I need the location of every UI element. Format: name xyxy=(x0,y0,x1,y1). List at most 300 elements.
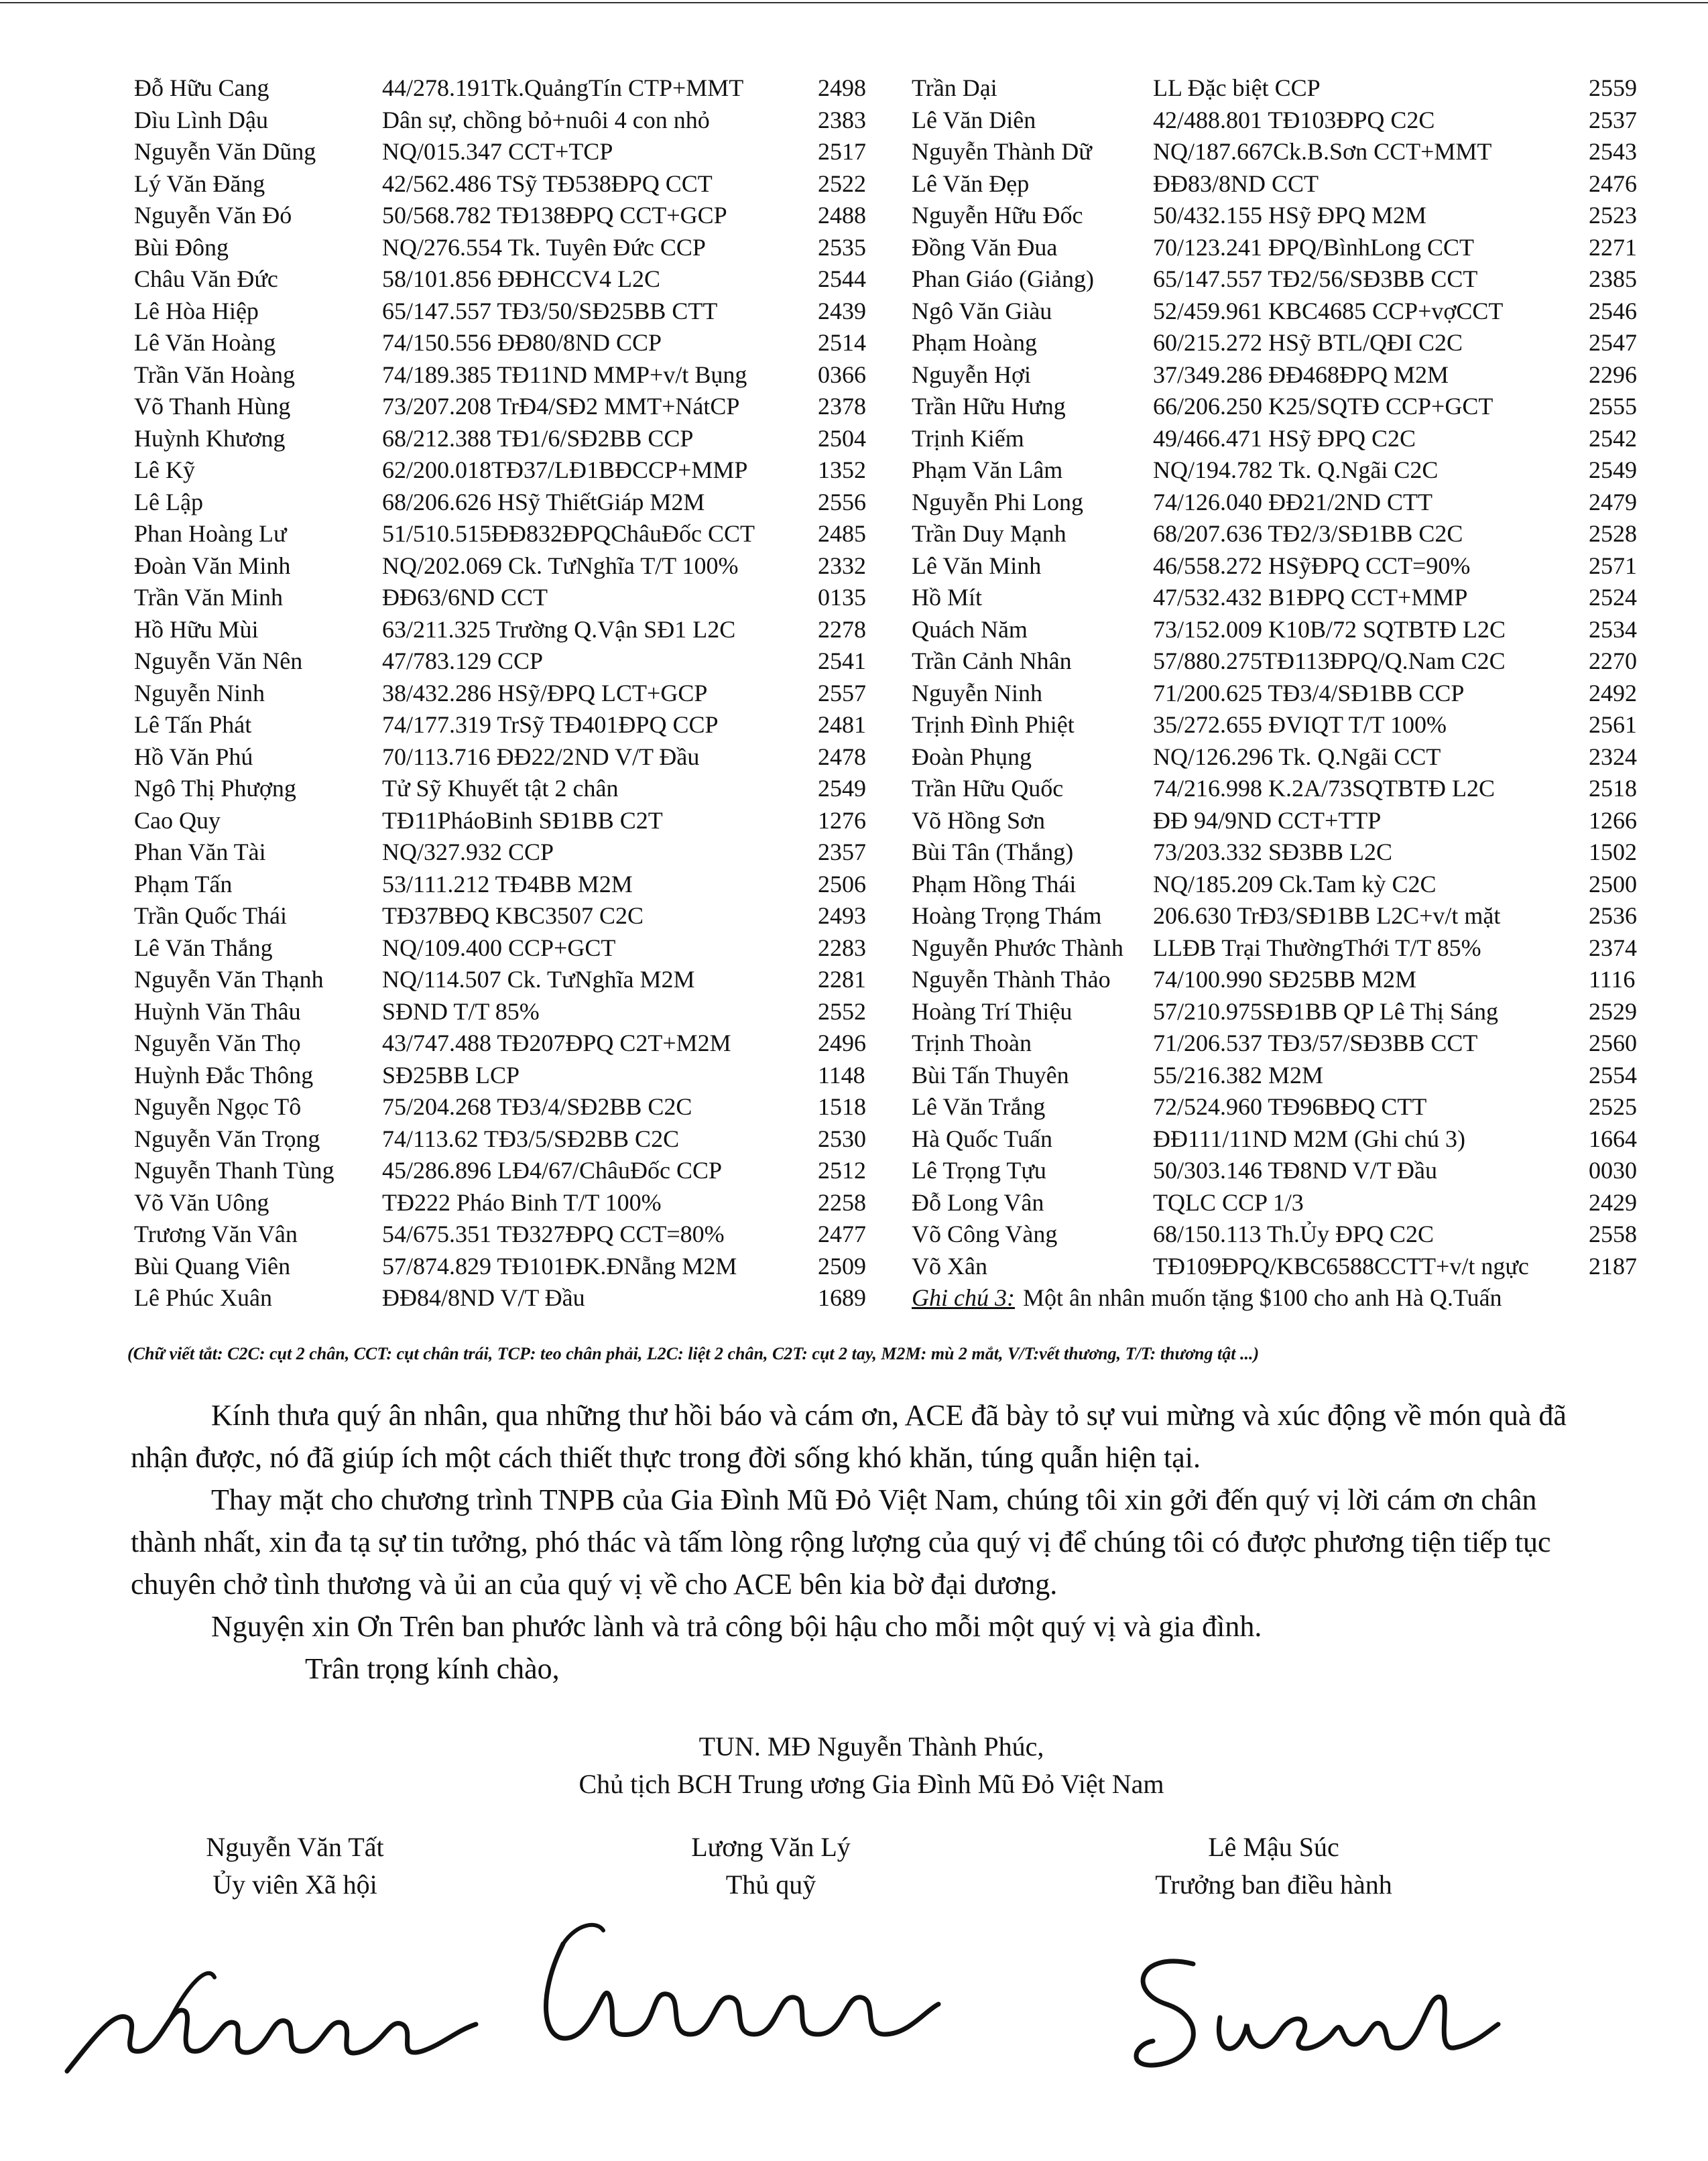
roster-name: Lê Lập xyxy=(134,488,203,515)
roster-name: Đồng Văn Đua xyxy=(912,233,1058,261)
roster-info: 49/466.471 HSỹ ĐPQ C2C xyxy=(1153,424,1416,452)
roster-row xyxy=(134,1219,898,1251)
roster-code: 2571 xyxy=(1589,552,1637,579)
roster-row xyxy=(912,1187,1662,1219)
roster-code: 1664 xyxy=(1589,1125,1637,1152)
roster-row xyxy=(912,454,1662,487)
roster-code: 2496 xyxy=(818,1030,866,1056)
roster-name: Nguyễn Văn Thạnh xyxy=(134,966,324,993)
roster-info: 74/189.385 TĐ11ND MMP+v/t Bụng xyxy=(382,361,747,388)
roster-code: 1148 xyxy=(818,1061,865,1089)
roster-name: Hoàng Trí Thiệu xyxy=(912,997,1073,1025)
roster-name: Võ Thanh Hùng xyxy=(134,393,291,420)
roster-code: 2534 xyxy=(1589,615,1637,643)
roster-info: 60/215.272 HSỹ BTL/QĐI C2C xyxy=(1153,329,1463,356)
roster-row xyxy=(134,1282,898,1314)
roster-name: Nguyễn Phước Thành xyxy=(912,934,1123,961)
roster-row xyxy=(134,105,898,137)
roster-row xyxy=(134,391,898,423)
roster-name: Nguyễn Phi Long xyxy=(912,488,1083,515)
roster-name: Đoàn Phụng xyxy=(912,743,1032,770)
roster-code: 2555 xyxy=(1589,393,1637,420)
roster-info: TĐ37BĐQ KBC3507 C2C xyxy=(382,902,644,929)
roster-info: 51/510.515ĐĐ832ĐPQChâuĐốc CCT xyxy=(382,520,755,547)
roster-code: 2512 xyxy=(818,1157,866,1184)
roster-info: 62/200.018TĐ37/LĐ1BĐCCP+MMP xyxy=(382,456,748,483)
roster-info: 70/113.716 ĐĐ22/2ND V/T Đầu xyxy=(382,743,700,770)
roster-code: 2485 xyxy=(818,520,866,547)
roster-info: 50/432.155 HSỹ ĐPQ M2M xyxy=(1153,202,1427,229)
roster-code: 2270 xyxy=(1589,647,1637,674)
roster-code: 2374 xyxy=(1589,934,1637,961)
roster-name: Võ Văn Uông xyxy=(134,1188,269,1216)
roster-info: 46/558.272 HSỹĐPQ CCT=90% xyxy=(1153,552,1471,579)
roster-info: NQ/187.667Ck.B.Sơn CCT+MMT xyxy=(1153,138,1492,165)
roster-code: 2528 xyxy=(1589,520,1637,547)
roster-name: Nguyễn Hữu Đốc xyxy=(912,202,1083,229)
roster-row xyxy=(912,932,1662,965)
roster-info: TĐ222 Pháo Binh T/T 100% xyxy=(382,1188,662,1216)
roster-info: 43/747.488 TĐ207ĐPQ C2T+M2M xyxy=(382,1030,731,1056)
roster-info: 70/123.241 ĐPQ/BìnhLong CCT xyxy=(1153,233,1475,261)
roster-row xyxy=(912,678,1662,710)
roster-row xyxy=(134,518,898,550)
roster-row xyxy=(912,741,1662,774)
roster-row xyxy=(912,1123,1662,1156)
roster-info: 74/216.998 K.2A/73SQTBTĐ L2C xyxy=(1153,775,1496,802)
roster-name: Võ Công Vàng xyxy=(912,1221,1058,1247)
roster-name: Nguyễn Văn Thọ xyxy=(134,1030,301,1056)
roster-code: 2549 xyxy=(818,775,866,802)
roster-row xyxy=(134,582,898,614)
roster-name: Lý Văn Đăng xyxy=(134,170,265,197)
roster-row xyxy=(912,1219,1662,1251)
roster-row xyxy=(912,645,1662,678)
roster-name: Lê Văn Trắng xyxy=(912,1093,1046,1120)
roster-row xyxy=(134,168,898,200)
roster-code: 2542 xyxy=(1589,424,1637,452)
roster-row xyxy=(912,773,1662,805)
roster-info: NQ/185.209 Ck.Tam kỳ C2C xyxy=(1153,870,1437,898)
roster-info: 206.630 TrĐ3/SĐ1BB L2C+v/t mặt xyxy=(1153,902,1501,929)
roster-code: 2517 xyxy=(818,138,866,165)
top-rule xyxy=(0,2,1708,3)
roster-name: Trần Duy Mạnh xyxy=(912,520,1066,547)
roster-code: 1266 xyxy=(1589,806,1637,834)
roster-row xyxy=(912,1155,1662,1187)
roster-row xyxy=(134,1091,898,1123)
roster-name: Phạm Tấn xyxy=(134,870,233,898)
roster-name: Trần Hữu Hưng xyxy=(912,393,1066,420)
roster-info: Dân sự, chồng bỏ+nuôi 4 con nhỏ xyxy=(382,106,710,133)
roster-info: 74/100.990 SĐ25BB M2M xyxy=(1153,966,1417,993)
roster-code: 2488 xyxy=(818,202,866,229)
roster-name: Nguyễn Văn Dũng xyxy=(134,138,316,165)
roster-row xyxy=(912,391,1662,423)
roster-name: Nguyễn Thành Dữ xyxy=(912,138,1092,165)
letter-body xyxy=(131,1394,1605,1690)
roster-row xyxy=(912,487,1662,519)
roster-name: Huỳnh Đắc Thông xyxy=(134,1061,314,1089)
roster-code: 2476 xyxy=(1589,170,1637,197)
roster-info: NQ/276.554 Tk. Tuyên Đức CCP xyxy=(382,233,706,261)
roster-row xyxy=(134,423,898,455)
roster-code: 1276 xyxy=(818,806,866,834)
roster-name: Trần Văn Minh xyxy=(134,584,284,611)
roster-name: Hà Quốc Tuấn xyxy=(912,1125,1053,1152)
roster-info: 68/212.388 TĐ1/6/SĐ2BB CCP xyxy=(382,424,694,452)
roster-info: 58/101.856 ĐĐHCCV4 L2C xyxy=(382,265,661,292)
roster-row xyxy=(912,263,1662,296)
roster-info: ĐĐ83/8ND CCT xyxy=(1153,170,1319,197)
roster-code: 2544 xyxy=(818,265,866,292)
roster-name: Lê Phúc Xuân xyxy=(134,1284,272,1311)
roster-info: NQ/202.069 Ck. TưNghĩa T/T 100% xyxy=(382,552,739,579)
roster-right-column xyxy=(912,72,1662,1314)
roster-name: Phạm Hoàng xyxy=(912,329,1037,356)
roster-info: 65/147.557 TĐ3/50/SĐ25BB CTT xyxy=(382,297,718,324)
roster-row xyxy=(134,869,898,901)
roster-code: 2429 xyxy=(1589,1188,1637,1216)
roster-info: 44/278.191Tk.QuảngTín CTP+MMT xyxy=(382,74,744,101)
roster-name: Trịnh Thoàn xyxy=(912,1030,1032,1056)
roster-code: 2560 xyxy=(1589,1030,1637,1056)
roster-info: 50/568.782 TĐ138ĐPQ CCT+GCP xyxy=(382,202,727,229)
chair-name: TUN. MĐ Nguyễn Thành Phúc, xyxy=(698,1731,1044,1762)
signatory-1-name: Nguyễn Văn Tất xyxy=(206,1832,384,1862)
roster-info: NQ/109.400 CCP+GCT xyxy=(382,934,616,961)
roster-name: Bùi Đông xyxy=(134,233,229,261)
roster-row xyxy=(912,805,1662,837)
roster-info: LL Đặc biệt CCP xyxy=(1153,74,1321,101)
roster-name: Lê Văn Diên xyxy=(912,106,1036,133)
roster-name: Lê Kỹ xyxy=(134,456,195,483)
roster-name: Phạm Hồng Thái xyxy=(912,870,1077,898)
roster-info: 75/204.268 TĐ3/4/SĐ2BB C2C xyxy=(382,1093,692,1120)
roster-code: 2518 xyxy=(1589,775,1637,802)
roster-info: 45/286.896 LĐ4/67/ChâuĐốc CCP xyxy=(382,1157,723,1184)
signatory-3-title: Trưởng ban điều hành xyxy=(1155,1869,1392,1900)
roster-name: Hồ Văn Phú xyxy=(134,743,253,770)
roster-name: Võ Hồng Sơn xyxy=(912,806,1046,834)
roster-code: 2523 xyxy=(1589,202,1637,229)
signatory-1 xyxy=(107,1829,483,1904)
roster-name: Quách Năm xyxy=(912,615,1028,643)
roster-info: 35/272.655 ĐVIQT T/T 100% xyxy=(1153,711,1447,738)
letter-paragraph-2: Thay mặt cho chương trình TNPB của Gia Đình Mũ Đỏ Việt Nam, chúng tôi xin gởi đến quý vị lời cám ơn chân thành nhất, xin đa tạ sự tin tưởng, phó thác và tấm lòng rộng lượng của quý vị để chúng tôi có được phương tiện tiếp tục chuyên chở tình thương và ủi an của quý vị về cho ACE bên kia bờ đại dương. xyxy=(131,1483,1551,1601)
roster-name: Bùi Tân (Thắng) xyxy=(912,839,1074,865)
abbreviation-legend: (Chữ viết tắt: C2C: cụt 2 chân, CCT: cụt chân trái, TCP: teo chân phải, L2C: liệt 2 chân, C2T: cụt 2 tay, M2M: mù 2 mắt, V/T:vết thương, T/T: thương tật ...) xyxy=(127,1344,1260,1363)
roster-name: Nguyễn Hợi xyxy=(912,361,1032,388)
roster-code: 2552 xyxy=(818,997,866,1025)
roster-row xyxy=(134,709,898,741)
roster-row xyxy=(134,1028,898,1060)
roster-code: 2529 xyxy=(1589,997,1637,1025)
chair-title: Chủ tịch BCH Trung ương Gia Đình Mũ Đỏ Việt Nam xyxy=(578,1769,1164,1799)
roster-row xyxy=(134,1251,898,1283)
roster-code: 2546 xyxy=(1589,297,1637,324)
roster-row xyxy=(912,837,1662,869)
roster-row xyxy=(912,518,1662,550)
roster-row xyxy=(912,105,1662,137)
note-label: Ghi chú 3: xyxy=(912,1284,1015,1311)
roster-row xyxy=(134,359,898,391)
roster-name: Nguyễn Văn Đó xyxy=(134,202,292,229)
roster-code: 2481 xyxy=(818,711,866,738)
roster-code: 2514 xyxy=(818,329,866,356)
roster-code: 2535 xyxy=(818,233,866,261)
roster-code: 2543 xyxy=(1589,138,1637,165)
roster-code: 2530 xyxy=(818,1125,866,1152)
roster-info: 71/200.625 TĐ3/4/SĐ1BB CCP xyxy=(1153,679,1465,706)
roster-info: 47/532.432 B1ĐPQ CCT+MMP xyxy=(1153,584,1468,611)
roster-info: TĐ109ĐPQ/KBC6588CCTT+v/t ngực xyxy=(1153,1252,1529,1280)
roster-name: Ngô Thị Phượng xyxy=(134,775,296,802)
roster-code: 2509 xyxy=(818,1252,866,1280)
roster-code: 2525 xyxy=(1589,1093,1637,1120)
roster-name: Trần Dại xyxy=(912,74,997,101)
roster-row xyxy=(134,1060,898,1092)
roster-row xyxy=(912,168,1662,200)
roster-row xyxy=(134,72,898,105)
roster-name: Trần Quốc Thái xyxy=(134,902,287,929)
roster-info: 38/432.286 HSỹ/ĐPQ LCT+GCP xyxy=(382,679,708,706)
roster-row xyxy=(912,582,1662,614)
roster-code: 2556 xyxy=(818,488,866,515)
roster-info: 68/206.626 HSỹ ThiếtGiáp M2M xyxy=(382,488,705,515)
roster-name: Lê Văn Minh xyxy=(912,552,1042,579)
roster-row xyxy=(912,614,1662,646)
roster-info: 73/152.009 K10B/72 SQTBTĐ L2C xyxy=(1153,615,1506,643)
roster-name: Lê Trọng Tựu xyxy=(912,1157,1046,1184)
roster-row xyxy=(134,136,898,168)
roster-name: Nguyễn Ngọc Tô xyxy=(134,1093,302,1120)
roster-code: 2278 xyxy=(818,615,866,643)
roster-code: 2271 xyxy=(1589,233,1637,261)
roster-row xyxy=(134,614,898,646)
roster-code: 2478 xyxy=(818,743,866,770)
roster-code: 0030 xyxy=(1589,1157,1637,1184)
roster-info: 50/303.146 TĐ8ND V/T Đầu xyxy=(1153,1157,1438,1184)
roster-info: 54/675.351 TĐ327ĐPQ CCT=80% xyxy=(382,1221,725,1247)
roster-row xyxy=(912,964,1662,996)
roster-info: NQ/126.296 Tk. Q.Ngãi CCT xyxy=(1153,743,1441,770)
roster-row xyxy=(134,232,898,264)
roster-row xyxy=(134,1155,898,1187)
roster-info: 63/211.325 Trường Q.Vận SĐ1 L2C xyxy=(382,615,736,643)
roster-code: 2537 xyxy=(1589,106,1637,133)
roster-info: 42/562.486 TSỹ TĐ538ĐPQ CCT xyxy=(382,170,713,197)
roster-name: Dìu Lình Dậu xyxy=(134,106,268,133)
roster-code: 0366 xyxy=(818,361,866,388)
roster-name: Nguyễn Văn Nên xyxy=(134,647,303,674)
roster-info: 68/207.636 TĐ2/3/SĐ1BB C2C xyxy=(1153,520,1463,547)
roster-row xyxy=(912,996,1662,1028)
roster-code: 2479 xyxy=(1589,488,1637,515)
roster-row xyxy=(134,996,898,1028)
roster-info: 73/203.332 SĐ3BB L2C xyxy=(1153,839,1393,865)
roster-info: 57/880.275TĐ113ĐPQ/Q.Nam C2C xyxy=(1153,647,1506,674)
roster-code: 2541 xyxy=(818,647,866,674)
roster-name: Đỗ Hữu Cang xyxy=(134,74,269,101)
roster-code: 1352 xyxy=(818,456,866,483)
roster-code: 2332 xyxy=(818,552,866,579)
roster-name: Đoàn Văn Minh xyxy=(134,552,291,579)
roster-code: 2493 xyxy=(818,902,866,929)
roster-row xyxy=(912,550,1662,582)
roster-row xyxy=(134,263,898,296)
roster-row xyxy=(134,741,898,774)
note-text: Một ân nhân muốn tặng $100 cho anh Hà Q.Tuấn xyxy=(1022,1284,1502,1311)
roster-code: 1502 xyxy=(1589,839,1637,865)
roster-name: Hồ Hữu Mùi xyxy=(134,615,259,643)
roster-info: 73/207.208 TrĐ4/SĐ2 MMT+NátCP xyxy=(382,393,740,420)
roster-info: 57/874.829 TĐ101ĐK.ĐNẵng M2M xyxy=(382,1252,737,1280)
signatory-3 xyxy=(1073,1829,1475,1904)
roster-code: 2522 xyxy=(818,170,866,197)
signature-3 xyxy=(1113,1930,1502,2085)
roster-code: 2296 xyxy=(1589,361,1637,388)
roster-info: 66/206.250 K25/SQTĐ CCP+GCT xyxy=(1153,393,1493,420)
roster-code: 2383 xyxy=(818,106,866,133)
roster-code: 2439 xyxy=(818,297,866,324)
roster-name: Hồ Mít xyxy=(912,584,983,611)
signatory-3-name: Lê Mậu Súc xyxy=(1208,1832,1339,1862)
roster-info: 55/216.382 M2M xyxy=(1153,1061,1324,1089)
roster-row xyxy=(912,136,1662,168)
roster-name: Nguyễn Ninh xyxy=(134,679,265,706)
roster-info: 72/524.960 TĐ96BĐQ CTT xyxy=(1153,1093,1427,1120)
roster-row xyxy=(134,296,898,328)
roster-name: Lê Tấn Phát xyxy=(134,711,252,738)
roster-info: 57/210.975SĐ1BB QP Lê Thị Sáng xyxy=(1153,997,1499,1025)
roster-row xyxy=(912,1091,1662,1123)
roster-code: 2258 xyxy=(818,1188,866,1216)
roster-code: 2561 xyxy=(1589,711,1637,738)
signatory-2-title: Thủ quỹ xyxy=(725,1869,816,1900)
roster-code: 1518 xyxy=(818,1093,866,1120)
roster-code: 2557 xyxy=(818,679,866,706)
roster-name: Võ Xân xyxy=(912,1252,987,1280)
roster-name: Trần Hữu Quốc xyxy=(912,775,1064,802)
roster-info: TĐ11PháoBinh SĐ1BB C2T xyxy=(382,806,663,834)
roster-info: NQ/194.782 Tk. Q.Ngãi C2C xyxy=(1153,456,1439,483)
roster-name: Huỳnh Khương xyxy=(134,424,286,452)
roster-code: 0135 xyxy=(818,584,866,611)
roster-row xyxy=(134,932,898,965)
roster-name: Nguyễn Thành Thảo xyxy=(912,966,1111,993)
roster-name: Cao Quy xyxy=(134,806,221,834)
roster-row xyxy=(912,1028,1662,1060)
roster-name: Nguyễn Thanh Tùng xyxy=(134,1157,334,1184)
roster-code: 1116 xyxy=(1589,966,1636,993)
roster-info: ĐĐ84/8ND V/T Đầu xyxy=(382,1284,585,1311)
roster-info: 74/150.556 ĐĐ80/8ND CCP xyxy=(382,329,662,356)
signature-1 xyxy=(54,1937,483,2091)
roster-info: 65/147.557 TĐ2/56/SĐ3BB CCT xyxy=(1153,265,1478,292)
roster-row xyxy=(912,900,1662,932)
roster-name: Trần Văn Hoàng xyxy=(134,361,295,388)
roster-row xyxy=(134,964,898,996)
roster-row xyxy=(134,1187,898,1219)
roster-code: 2536 xyxy=(1589,902,1637,929)
roster-left-column xyxy=(134,72,898,1314)
roster-row xyxy=(134,805,898,837)
roster-info: 37/349.286 ĐĐ468ĐPQ M2M xyxy=(1153,361,1449,388)
roster-info: 47/783.129 CCP xyxy=(382,647,544,674)
roster-row xyxy=(134,454,898,487)
roster-info: 71/206.537 TĐ3/57/SĐ3BB CCT xyxy=(1153,1030,1478,1056)
note-row xyxy=(912,1282,1662,1314)
signatory-2-name: Lương Văn Lý xyxy=(691,1832,851,1862)
letter-closing: Trân trọng kính chào, xyxy=(305,1652,560,1685)
roster-code: 2504 xyxy=(818,424,866,452)
roster-info: SĐ25BB LCP xyxy=(382,1061,520,1089)
roster-code: 2559 xyxy=(1589,74,1637,101)
roster-code: 2187 xyxy=(1589,1252,1637,1280)
roster-name: Lê Hòa Hiệp xyxy=(134,297,259,324)
roster-row xyxy=(912,72,1662,105)
roster-info: 74/177.319 TrSỹ TĐ401ĐPQ CCP xyxy=(382,711,719,738)
roster-name: Phan Giáo (Giảng) xyxy=(912,265,1094,292)
signatory-2 xyxy=(603,1829,938,1904)
roster-info: Tử Sỹ Khuyết tật 2 chân xyxy=(382,775,619,802)
roster-code: 1689 xyxy=(818,1284,866,1311)
roster-info: NQ/015.347 CCT+TCP xyxy=(382,138,613,165)
roster-code: 2547 xyxy=(1589,329,1637,356)
roster-row xyxy=(912,423,1662,455)
roster-code: 2357 xyxy=(818,839,866,865)
roster-name: Trương Văn Vân xyxy=(134,1221,298,1247)
signature-2 xyxy=(523,1904,952,2064)
roster-name: Trịnh Đình Phiệt xyxy=(912,711,1075,738)
roster-row xyxy=(912,869,1662,901)
roster-info: 74/113.62 TĐ3/5/SĐ2BB C2C xyxy=(382,1125,680,1152)
roster-info: 74/126.040 ĐĐ21/2ND CTT xyxy=(1153,488,1432,515)
roster-name: Ngô Văn Giàu xyxy=(912,297,1052,324)
roster-name: Hoàng Trọng Thám xyxy=(912,902,1102,929)
roster-row xyxy=(134,900,898,932)
letter-paragraph-1: Kính thưa quý ân nhân, qua những thư hồi báo và cám ơn, ACE đã bày tỏ sự vui mừng và xúc động về món quà đã nhận được, nó đã giúp ích một cách thiết thực trong đời sống khó khăn, túng quẫn hiện tại. xyxy=(131,1399,1567,1474)
roster-row xyxy=(134,200,898,232)
roster-row xyxy=(912,1251,1662,1283)
roster-row xyxy=(912,296,1662,328)
roster-name: Bùi Quang Viên xyxy=(134,1252,291,1280)
roster-code: 2506 xyxy=(818,870,866,898)
roster-name: Đỗ Long Vân xyxy=(912,1188,1044,1216)
roster-row xyxy=(912,1060,1662,1092)
roster-name: Châu Văn Đức xyxy=(134,265,278,292)
roster-name: Phạm Văn Lâm xyxy=(912,456,1063,483)
roster-info: 52/459.961 KBC4685 CCP+vợCCT xyxy=(1153,297,1504,324)
roster-info: NQ/114.507 Ck. TưNghĩa M2M xyxy=(382,966,695,993)
roster-code: 2378 xyxy=(818,393,866,420)
roster-name: Lê Văn Đẹp xyxy=(912,170,1030,197)
roster-code: 2385 xyxy=(1589,265,1637,292)
roster-info: 42/488.801 TĐ103ĐPQ C2C xyxy=(1153,106,1435,133)
chair-block xyxy=(469,1728,1274,1803)
roster-row xyxy=(134,645,898,678)
roster-row xyxy=(134,837,898,869)
roster-row xyxy=(134,1123,898,1156)
roster-info: LLĐB Trại ThườngThới T/T 85% xyxy=(1153,934,1481,961)
roster-code: 2492 xyxy=(1589,679,1637,706)
roster-name: Lê Văn Hoàng xyxy=(134,329,276,356)
roster-name: Lê Văn Thắng xyxy=(134,934,273,961)
roster-name: Huỳnh Văn Thâu xyxy=(134,997,301,1025)
roster-name: Trịnh Kiếm xyxy=(912,424,1024,452)
roster-code: 2324 xyxy=(1589,743,1637,770)
